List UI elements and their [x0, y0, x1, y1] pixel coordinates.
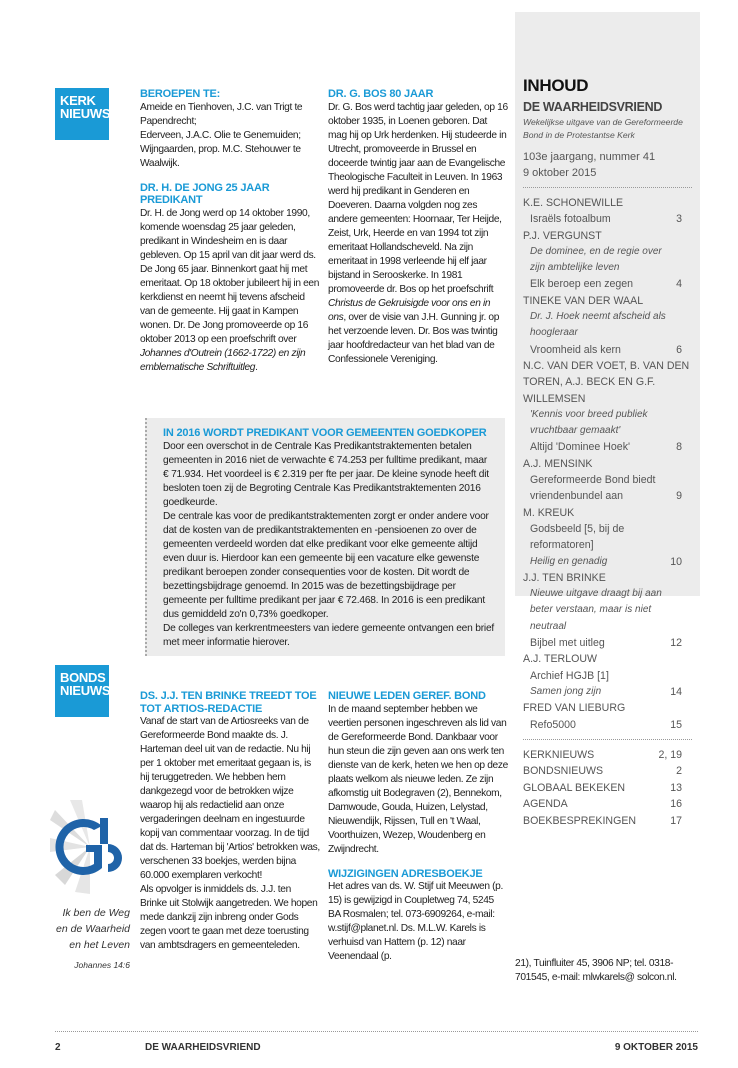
toc-entry[interactable] [523, 635, 692, 651]
article-body: Ameide en Tienhoven, J.C. van Trigt te Papendrecht; [140, 101, 303, 127]
section-name: AGENDA [523, 798, 568, 811]
toc-entry[interactable] [523, 439, 692, 455]
toc-author: K.E. SCHONEWILLE [523, 197, 624, 209]
divider [523, 739, 692, 740]
article-body: 21), Tuinfluiter 45, 3906 NP; tel. 0318-701545, e-mail: mlwkarels@ solcon.nl. [515, 958, 677, 983]
quote-line: en het Leven [69, 939, 130, 951]
toc-list [523, 195, 692, 733]
quote-line: en de Waarheid [56, 923, 130, 935]
toc-author: A.J. TERLOUW [523, 653, 597, 666]
toc-entry[interactable] [523, 276, 692, 292]
article-title: DR. G. BOS 80 JAAR [328, 88, 434, 100]
toc-entry-page: 14 [670, 685, 682, 698]
bible-quote [38, 905, 130, 973]
toc-entry-title: Dr. J. Hoek neemt afscheid als hoogleraar [530, 311, 666, 339]
toc-entry[interactable] [523, 586, 692, 635]
section-index-entry[interactable] [523, 763, 692, 780]
section-page: 2, 19 [658, 748, 682, 761]
toc-author: M. KREUK [523, 506, 575, 519]
toc-entry[interactable] [523, 668, 692, 684]
article-body [328, 101, 508, 367]
divider [523, 187, 692, 188]
section-page: 2 [676, 765, 682, 778]
section-tag-kerknieuws: KERK NIEUWS [55, 88, 109, 140]
article-body: In de maand september hebben we veertien personen ingeschreven als lid van de Gereformeerde Bond. Dankbaar voor hun steun die zijn geven aan ons werk ten dienste van de kerk, heten we hen op deze plaats welkom als nieuwe leden. Ze zijn afkomstig uit Bodegraven (2), Bennekom, Damwoude, Gouda, Huizen, Lelystad, Nieuwendijk, Rijssen, Tull en 't Waal, Voorthuizen, Wezep, Woudenberg en Zwijndrecht. [328, 703, 508, 855]
quote-line: Ik ben de Weg [62, 907, 130, 919]
article-body: Ederveen, J.A.C. Olie te Genemuiden; Wijngaarden, prop. M.C. Stehouwer te Waalwijk. [140, 129, 301, 169]
section-page: 16 [670, 798, 682, 811]
toc-entry[interactable] [523, 211, 692, 227]
book-title: Christus de Gekruisigde voor ons en in ons [328, 297, 491, 323]
section-page: 13 [670, 781, 682, 794]
toc-entry[interactable] [523, 472, 692, 505]
toc-entry-title: Elk beroep een zegen [530, 278, 634, 291]
body-text: Dr. G. Bos werd tachtig jaar geleden, op 16 oktober 1935, in Loenen geboren. Dat mag hij op Urk herdenken. Hij studeerde in Utrecht, promoveerde in Brussel en doceerde twintig jaar aan de Evangelische Theologische Faculteit in Leuven. In 1963 werd hij predikant in Genderen en Doeveren. Daarna volgden nog zes andere gemeenten: Hoornaar, Ter Heijde, Zeist, Urk, Heerde en van 1994 tot zijn emeritaat Hollandscheveld. Na zijn emeritaat in 1998 verleende hij elf jaar bijstand in Serooskerke. In 1981 promoveerde dr. Bos op het proefschrift [328, 101, 508, 295]
body-text: , over de visie van J.H. Gunning jr. op het verzoende leven. Dr. Bos was twintig jaar hoofdredacteur van het blad van de Confessionele Vereniging. [328, 311, 500, 365]
toc-entry-title: Refo5000 [530, 718, 576, 731]
toc-entry-title: Heilig en genadig [530, 555, 608, 567]
toc-entry[interactable] [523, 717, 692, 733]
toc-entry-title: Bijbel met uitleg [530, 637, 605, 650]
article-beroepen [140, 88, 320, 171]
article-adresboekje [328, 868, 508, 965]
box-paragraph: De centrale kas voor de predikantstraktementen zorgt er onder andere voor dat de kosten van de predikantstraktementen en -pensioenen zo over de gemeenten verdeeld worden dat elke predikant voor elke gemeente altijd even duur is. Hierdoor kan een gemeente bij een vacature elke gewenste predikant beroepen zonder consequenties voor de kosten. Dit wordt de bezettingsbijdrage genoemd. In 2015 was de bezettingsbijdrage per gemeente per fulltime predikant per jaar € 72.468. In 2016 is een predikant dus gemiddeld zo'n 0,73% goedkoper. [163, 510, 489, 620]
toc-entry[interactable] [523, 554, 692, 570]
page-number: 2 [55, 1042, 61, 1053]
issue-date: 9 oktober 2015 [523, 167, 597, 179]
article-title: DR. H. DE JONG 25 JAAR PREDIKANT [140, 181, 270, 206]
toc-entry-title: Gereformeerde Bond biedt vriendenbundel aan [530, 474, 656, 503]
quote-reference: Johannes 14:6 [74, 960, 130, 970]
toc-entry-page: 3 [676, 213, 682, 226]
toc-author: TINEKE VAN DER WAAL [523, 294, 644, 307]
toc-entry-title: Altijd 'Dominee Hoek' [530, 441, 631, 454]
toc-entry-page: 10 [670, 555, 682, 568]
section-name: KERKNIEUWS [523, 748, 595, 761]
section-index-entry[interactable] [523, 796, 692, 813]
kerknieuws-column-2 [328, 88, 508, 367]
footer-divider [55, 1031, 698, 1032]
book-title: Johannes d'Outrein (1662-1722) en zijn emblematische Schriftuitleg [140, 347, 306, 373]
highlight-box [145, 418, 505, 656]
toc-entry-title: Vroomheid als kern [530, 343, 621, 356]
toc-entry[interactable] [523, 342, 692, 358]
article-body: Als opvolger is inmiddels ds. J.J. ten Brinke uit Stolwijk aangetreden. We hopen mede dankzij zijn inbreng onder Gods zegen voort te gaan met deze toerusting van ambtsdragers en gemeenteleden. [140, 884, 318, 951]
section-name: BONDSNIEUWS [523, 765, 604, 778]
toc-entry-title: De dominee, en de regie over zijn ambtelijke leven [530, 245, 662, 274]
toc-entry[interactable] [523, 684, 692, 700]
toc-entry-title: Godsbeeld [5, bij de reformatoren] [530, 522, 625, 552]
toc-entry-page: 12 [670, 637, 682, 650]
toc-title: INHOUD [523, 76, 589, 95]
logo-icon [50, 800, 130, 895]
toc-entry-page: 15 [670, 718, 682, 731]
toc-entry[interactable] [523, 309, 692, 342]
issue-number: 103e jaargang, nummer 41 [523, 151, 656, 163]
footer-date: 9 OKTOBER 2015 [614, 1042, 698, 1053]
article-de-jong [140, 182, 320, 375]
section-index [523, 747, 692, 830]
toc-entry-page: 9 [676, 490, 682, 503]
article-title: NIEUWE LEDEN GEREF. BOND [328, 690, 486, 702]
section-index-entry[interactable] [523, 747, 692, 764]
section-name: GLOBAAL BEKEKEN [523, 781, 626, 794]
kerknieuws-column-1 [140, 88, 320, 386]
toc-author: A.J. MENSINK [523, 457, 593, 470]
body-text: Dr. H. de Jong werd op 14 oktober 1990, komende woensdag 25 jaar geleden, predikant in Windesheim en is daar gebleven. Op 15 april van dit jaar werd ds. De Jong 65 jaar. Binnenkort gaat hij met emeritaat. Op 18 oktober jubileert hij in een kerkdienst en neemt hij tevens afscheid van de gemeente. Hij gaat in Kampen wonen. Dr. De Jong promoveerde op 16 oktober 2013 op een proefschrift over [140, 207, 320, 345]
toc-entry-title: 'Kennis voor breed publiek vruchtbaar gemaakt' [530, 408, 648, 437]
section-name: BOEKBESPREKINGEN [523, 814, 637, 827]
magazine-subtitle: Wekelijkse uitgave van de Gereformeerde Bond in de Protestantse Kerk [523, 117, 683, 140]
toc-entry-page: 4 [676, 278, 682, 291]
footer-magazine: DE WAARHEIDSVRIEND [145, 1042, 261, 1053]
box-paragraph: Door een overschot in de Centrale Kas Predikantstraktementen betalen gemeenten in 2016 niet de verwachte € 74.253 per fulltime predikant, maar € 71.934. Het voordeel is € 2.319 per fte per jaar. De kleine synode heeft dit besloten toen zij de Begroting Centrale Kas Predikantstraktementen 2016 goedkeurde. [163, 440, 489, 508]
bondsnieuws-column-2 [328, 690, 508, 975]
section-page: 17 [670, 814, 682, 827]
toc-entry-title: Archief HGJB [1] [530, 669, 609, 682]
article-body: Vanaf de start van de Artiosreeks van de Gereformeerde Bond maakte ds. J. Harteman deel uit van de redactie. Nu hij per 1 oktober met emeritaat gegaan is, is hij teruggetreden. We hebben hem dankgezegd voor de betrokken wijze waarop hij als redactielid aan onze vergaderingen deelnam en ingestuurde kopij van commentaar voorzag. In de tijd dat ds. Harteman bij 'Artios' betrokken was, verschenen 33 boekjes, werden bijna 60.000 exemplaren verkocht! [140, 716, 320, 881]
article-body [140, 207, 320, 375]
toc-entry[interactable] [523, 521, 692, 554]
toc-author: P.J. VERGUNST [523, 229, 602, 242]
toc-entry[interactable] [523, 244, 692, 277]
toc-entry-title: Samen jong zijn [530, 685, 602, 697]
section-index-entry[interactable] [523, 780, 692, 797]
section-tag-bondsnieuws: BONDS NIEUWS [55, 665, 109, 717]
table-of-contents [515, 12, 700, 827]
toc-author: J.J. TEN BRINKE [523, 571, 606, 584]
box-title: IN 2016 WORDT PREDIKANT VOOR GEMEENTEN GOEDKOPER [163, 427, 487, 439]
bondsnieuws-column-1 [140, 690, 320, 953]
article-title: BEROEPEN TE: [140, 88, 221, 100]
toc-entry-page: 6 [676, 343, 682, 356]
toc-entry-title: Nieuwe uitgave draagt bij aan beter verstaan, maar is niet neutraal [530, 588, 662, 632]
toc-author: N.C. VAN DER VOET, B. VAN DEN TOREN, A.J. BECK EN G.F. WILLEMSEN [523, 359, 690, 405]
bondsnieuws-column-3 [515, 957, 695, 985]
toc-entry[interactable] [523, 407, 692, 440]
magazine-name: DE WAARHEIDSVRIEND [523, 100, 663, 114]
article-body: Het adres van ds. W. Stijf uit Meeuwen (p. 15) is gewijzigd in Coupletweg 74, 5245 BA Rosmalen; tel. 073-6909264, e-mail: w.stijf@planet.nl. Ds. M.L.W. Karels is verhuisd van Hattem (p. 12) naar Veenendaal (p. [328, 881, 503, 962]
section-index-entry[interactable] [523, 813, 692, 830]
toc-entry-page: 8 [676, 441, 682, 454]
gb-logo [50, 800, 130, 895]
body-text: . [255, 361, 258, 373]
issue-info [523, 149, 692, 181]
box-paragraph: De colleges van kerkrentmeesters van iedere gemeente ontvangen een brief met meer informatie hierover. [163, 622, 495, 648]
article-nieuwe-leden [328, 690, 508, 857]
article-title: DS. J.J. TEN BRINKE TREEDT TOE TOT ARTIOS-REDACTIE [140, 690, 317, 715]
toc-author: FRED VAN LIEBURG [523, 702, 626, 715]
toc-entry-title: Israëls fotoalbum [530, 213, 611, 226]
article-title: WIJZIGINGEN ADRESBOEKJE [328, 867, 483, 880]
